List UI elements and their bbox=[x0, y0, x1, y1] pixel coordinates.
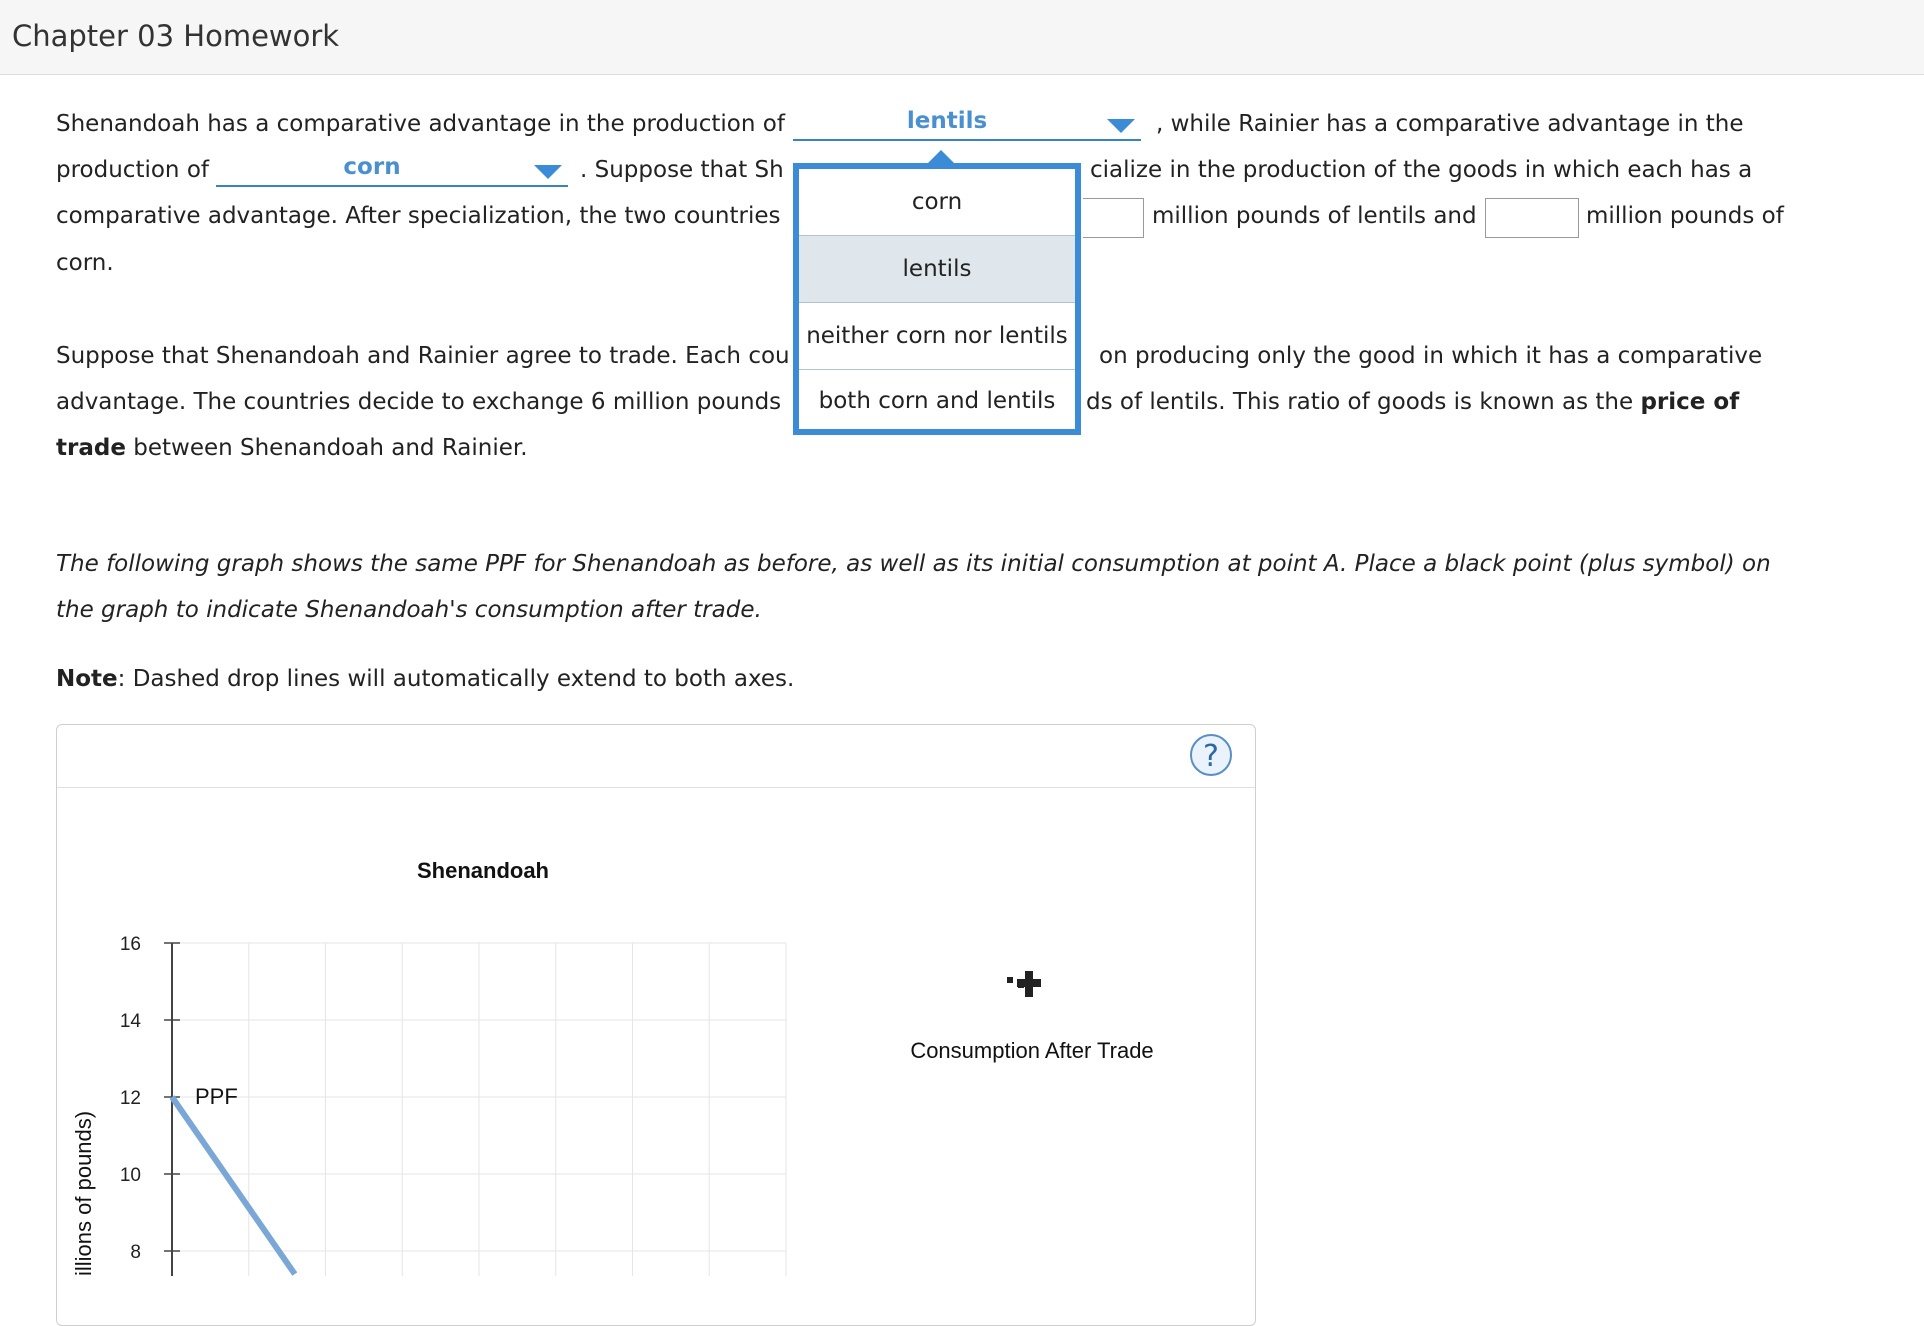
y-axis-label: illions of pounds) bbox=[71, 1110, 96, 1276]
para1-line3-start: comparative advantage. After specialization, the two countries bbox=[56, 203, 781, 229]
para2-line1-start: Suppose that Shenandoah and Rainier agree to trade. Each cou bbox=[56, 343, 790, 369]
ppf-label: PPF bbox=[195, 1084, 238, 1109]
price-of-term: price of bbox=[1640, 389, 1740, 415]
para1-line2-end: cialize in the production of the goods in which each has a bbox=[1090, 157, 1753, 183]
option-both[interactable]: both corn and lentils bbox=[818, 388, 1056, 414]
option-neither[interactable]: neither corn nor lentils bbox=[806, 323, 1068, 349]
para1-line1-start: Shenandoah has a comparative advantage in the production of bbox=[56, 111, 785, 137]
y-tick-label: 10 bbox=[119, 1165, 141, 1186]
para1-line1-end: , while Rainier has a comparative advantage in the bbox=[1156, 111, 1744, 137]
consumption-tool[interactable] bbox=[910, 971, 1153, 1063]
consumption-after-trade-label: Consumption After Trade bbox=[910, 1038, 1154, 1063]
dropdown-popup bbox=[793, 163, 1081, 435]
ppf-line bbox=[172, 1097, 295, 1274]
instruction-line1: The following graph shows the same PPF for Shenandoah as before, as well as its initial consumption at point A. Place a black point (plus symbol) on bbox=[56, 551, 1771, 577]
y-tick-label: 16 bbox=[119, 934, 141, 955]
para2-line3-text: between Shenandoah and Rainier. bbox=[133, 435, 528, 461]
popup-arrow bbox=[927, 150, 955, 164]
dropdown-value: corn bbox=[343, 154, 401, 180]
plus-icon bbox=[1017, 971, 1041, 997]
option-lentils[interactable]: lentils bbox=[799, 236, 1075, 302]
para1-line3-mid: million pounds of lentils and bbox=[1152, 203, 1477, 229]
note-text: : Dashed drop lines will automatically extend to both axes. bbox=[117, 666, 795, 692]
para2-line2-start: advantage. The countries decide to exchange 6 million pounds bbox=[56, 389, 782, 415]
para2-line1-end: on producing only the good in which it has a comparative bbox=[1099, 343, 1763, 369]
dropdown-value: lentils bbox=[906, 108, 988, 134]
para1-line3-end: million pounds of bbox=[1586, 203, 1784, 229]
option-corn[interactable]: corn bbox=[911, 189, 963, 215]
para1-line2-start: production of bbox=[56, 157, 209, 183]
help-icon[interactable]: ? bbox=[1190, 734, 1232, 776]
trade-term: trade bbox=[56, 435, 126, 461]
y-tick-label: 8 bbox=[130, 1242, 141, 1263]
tool-drag-handle bbox=[1007, 977, 1013, 983]
chart-series bbox=[172, 1084, 295, 1274]
page-title: Chapter 03 Homework bbox=[12, 19, 340, 53]
para2-line2-text: ds of lentils. This ratio of goods is known as the bbox=[1086, 389, 1634, 415]
y-tick-label: 14 bbox=[119, 1011, 141, 1032]
y-tick-label: 12 bbox=[119, 1088, 141, 1109]
chart-title: Shenandoah bbox=[416, 858, 550, 883]
para1-line4: corn. bbox=[56, 250, 114, 276]
instruction-line2: the graph to indicate Shenandoah's consumption after trade. bbox=[56, 597, 762, 623]
note-label: Note bbox=[56, 666, 118, 692]
para1-line2-mid: . Suppose that Sh bbox=[580, 157, 784, 183]
